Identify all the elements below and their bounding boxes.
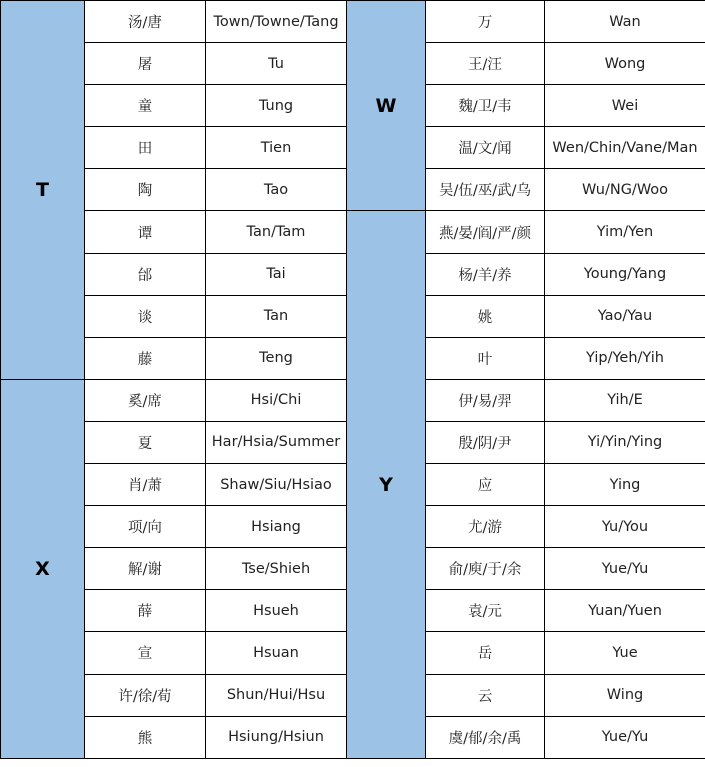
romanization-cell: Hsi/Chi bbox=[206, 379, 347, 421]
romanization-cell: Tao bbox=[206, 169, 347, 211]
surname-cell: 解/谢 bbox=[85, 548, 206, 590]
surname-cell: 熊 bbox=[85, 716, 206, 758]
surname-cell: 陶 bbox=[85, 169, 206, 211]
letter-group-t: T bbox=[1, 1, 85, 380]
surname-cell: 汤/唐 bbox=[85, 1, 206, 43]
romanization-cell: Yao/Yau bbox=[545, 295, 705, 337]
surname-table-right bbox=[346, 0, 705, 759]
romanization-cell: Wing bbox=[545, 674, 705, 716]
surname-cell: 温/文/闻 bbox=[426, 127, 545, 169]
surname-cell: 岳 bbox=[426, 632, 545, 674]
surname-cell: 伊/易/羿 bbox=[426, 379, 545, 421]
romanization-cell: Tan bbox=[206, 295, 347, 337]
romanization-cell: Tan/Tam bbox=[206, 211, 347, 253]
surname-cell: 姚 bbox=[426, 295, 545, 337]
surname-cell: 谈 bbox=[85, 295, 206, 337]
romanization-cell: Wan bbox=[545, 1, 705, 43]
romanization-cell: Hsuan bbox=[206, 632, 347, 674]
romanization-cell: Har/Hsia/Summer bbox=[206, 421, 347, 463]
surname-cell: 奚/席 bbox=[85, 379, 206, 421]
surname-cell: 云 bbox=[426, 674, 545, 716]
surname-table-left bbox=[0, 0, 347, 759]
surname-cell: 屠 bbox=[85, 43, 206, 85]
romanization-cell: Yip/Yeh/Yih bbox=[545, 337, 705, 379]
romanization-cell: Yu/You bbox=[545, 506, 705, 548]
page-cutoff bbox=[0, 763, 705, 767]
surname-cell: 王/汪 bbox=[426, 43, 545, 85]
romanization-cell: Tse/Shieh bbox=[206, 548, 347, 590]
surname-cell: 肖/萧 bbox=[85, 464, 206, 506]
romanization-cell: Tai bbox=[206, 253, 347, 295]
surname-cell: 应 bbox=[426, 464, 545, 506]
surname-cell: 袁/元 bbox=[426, 590, 545, 632]
romanization-cell: Ying bbox=[545, 464, 705, 506]
surname-cell: 叶 bbox=[426, 337, 545, 379]
surname-cell: 邰 bbox=[85, 253, 206, 295]
surname-cell: 许/徐/荀 bbox=[85, 674, 206, 716]
romanization-cell: Teng bbox=[206, 337, 347, 379]
romanization-cell: Yue/Yu bbox=[545, 548, 705, 590]
letter-group-y: Y bbox=[347, 211, 426, 758]
romanization-cell: Yi/Yin/Ying bbox=[545, 421, 705, 463]
surname-cell: 魏/卫/韦 bbox=[426, 85, 545, 127]
romanization-cell: Hsueh bbox=[206, 590, 347, 632]
surname-cell: 童 bbox=[85, 85, 206, 127]
romanization-cell: Tu bbox=[206, 43, 347, 85]
romanization-cell: Yue/Yu bbox=[545, 716, 705, 758]
romanization-cell: Hsiung/Hsiun bbox=[206, 716, 347, 758]
surname-cell: 燕/晏/阎/严/颜 bbox=[426, 211, 545, 253]
romanization-cell: Yim/Yen bbox=[545, 211, 705, 253]
table-row bbox=[347, 211, 705, 253]
romanization-cell: Yih/E bbox=[545, 379, 705, 421]
surname-cell: 俞/庾/于/余 bbox=[426, 548, 545, 590]
surname-cell: 尤/游 bbox=[426, 506, 545, 548]
romanization-cell: Shaw/Siu/Hsiao bbox=[206, 464, 347, 506]
surname-cell: 万 bbox=[426, 1, 545, 43]
table-row bbox=[1, 379, 347, 421]
romanization-cell: Shun/Hui/Hsu bbox=[206, 674, 347, 716]
romanization-cell: Wu/NG/Woo bbox=[545, 169, 705, 211]
surname-cell: 谭 bbox=[85, 211, 206, 253]
surname-cell: 藤 bbox=[85, 337, 206, 379]
romanization-cell: Tung bbox=[206, 85, 347, 127]
romanization-cell: Yue bbox=[545, 632, 705, 674]
letter-group-x: X bbox=[1, 379, 85, 758]
surname-cell: 项/向 bbox=[85, 506, 206, 548]
surname-cell: 杨/羊/养 bbox=[426, 253, 545, 295]
romanization-cell: Yuan/Yuen bbox=[545, 590, 705, 632]
surname-cell: 宣 bbox=[85, 632, 206, 674]
surname-cell: 薛 bbox=[85, 590, 206, 632]
romanization-cell: Tien bbox=[206, 127, 347, 169]
romanization-cell: Young/Yang bbox=[545, 253, 705, 295]
romanization-cell: Wen/Chin/Vane/Man bbox=[545, 127, 705, 169]
surname-cell: 殷/阴/尹 bbox=[426, 421, 545, 463]
surname-cell: 田 bbox=[85, 127, 206, 169]
table-row bbox=[347, 1, 705, 43]
romanization-cell: Hsiang bbox=[206, 506, 347, 548]
surname-cell: 虞/郁/余/禹 bbox=[426, 716, 545, 758]
surname-cell: 夏 bbox=[85, 421, 206, 463]
romanization-cell: Wong bbox=[545, 43, 705, 85]
surname-cell: 吴/伍/巫/武/乌 bbox=[426, 169, 545, 211]
romanization-cell: Town/Towne/Tang bbox=[206, 1, 347, 43]
letter-group-w: W bbox=[347, 1, 426, 211]
romanization-cell: Wei bbox=[545, 85, 705, 127]
table-row bbox=[1, 1, 347, 43]
